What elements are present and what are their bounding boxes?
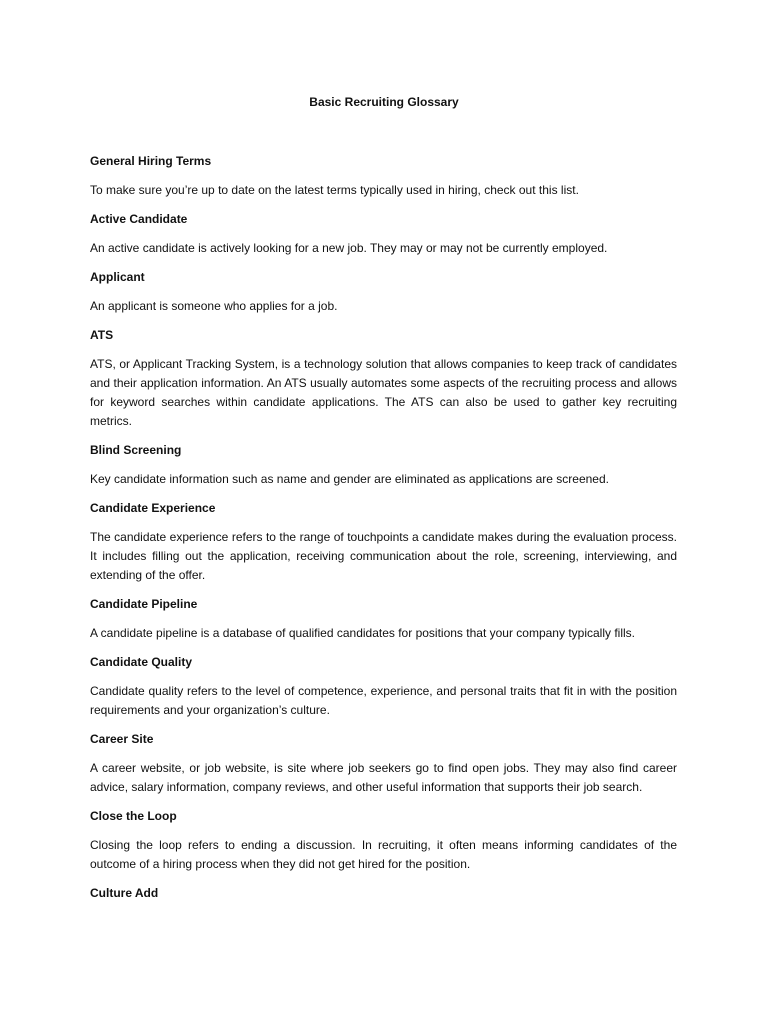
term-definition-close-the-loop: Closing the loop refers to ending a discussion. In recruiting, it often means informing candidates of the outcome of a hiring process when they did not get hired for the position. bbox=[90, 838, 677, 871]
term-heading-close-the-loop: Close the Loop bbox=[90, 809, 177, 823]
term-definition-applicant: An applicant is someone who applies for a job. bbox=[90, 299, 338, 313]
term-heading-candidate-quality: Candidate Quality bbox=[90, 655, 193, 669]
term-heading-career-site: Career Site bbox=[90, 732, 154, 746]
document-body bbox=[90, 152, 677, 913]
term-heading-active-candidate: Active Candidate bbox=[90, 212, 188, 226]
term-definition-career-site: A career website, or job website, is site where job seekers go to find open jobs. They may also find career advice, salary information, company reviews, and other useful information that supports their job search. bbox=[90, 761, 677, 794]
term-heading-culture-add: Culture Add bbox=[90, 886, 159, 900]
intro-paragraph: To make sure you’re up to date on the latest terms typically used in hiring, check out this list. bbox=[90, 183, 579, 197]
term-definition-candidate-pipeline: A candidate pipeline is a database of qualified candidates for positions that your company typically fills. bbox=[90, 626, 635, 640]
term-definition-candidate-experience: The candidate experience refers to the range of touchpoints a candidate makes during the evaluation process. It includes filling out the application, receiving communication about the role, screening, interviewing, and extending of the offer. bbox=[90, 530, 677, 582]
term-heading-candidate-pipeline: Candidate Pipeline bbox=[90, 597, 198, 611]
document-title: Basic Recruiting Glossary bbox=[309, 95, 459, 109]
section-heading: General Hiring Terms bbox=[90, 154, 212, 168]
term-heading-applicant: Applicant bbox=[90, 270, 145, 284]
term-heading-ats: ATS bbox=[90, 328, 114, 342]
term-definition-active-candidate: An active candidate is actively looking for a new job. They may or may not be currently employed. bbox=[90, 241, 608, 255]
term-definition-ats: ATS, or Applicant Tracking System, is a technology solution that allows companies to keep track of candidates and their application information. An ATS usually automates some aspects of the recruiting process and allows for keyword searches within candidate applications. The ATS can also be used to gather key recruiting metrics. bbox=[90, 357, 677, 428]
term-heading-blind-screening: Blind Screening bbox=[90, 443, 182, 457]
term-definition-candidate-quality: Candidate quality refers to the level of competence, experience, and personal traits that fit in with the position requirements and your organization’s culture. bbox=[90, 684, 677, 717]
term-heading-candidate-experience: Candidate Experience bbox=[90, 501, 216, 515]
term-definition-blind-screening: Key candidate information such as name and gender are eliminated as applications are screened. bbox=[90, 472, 609, 486]
